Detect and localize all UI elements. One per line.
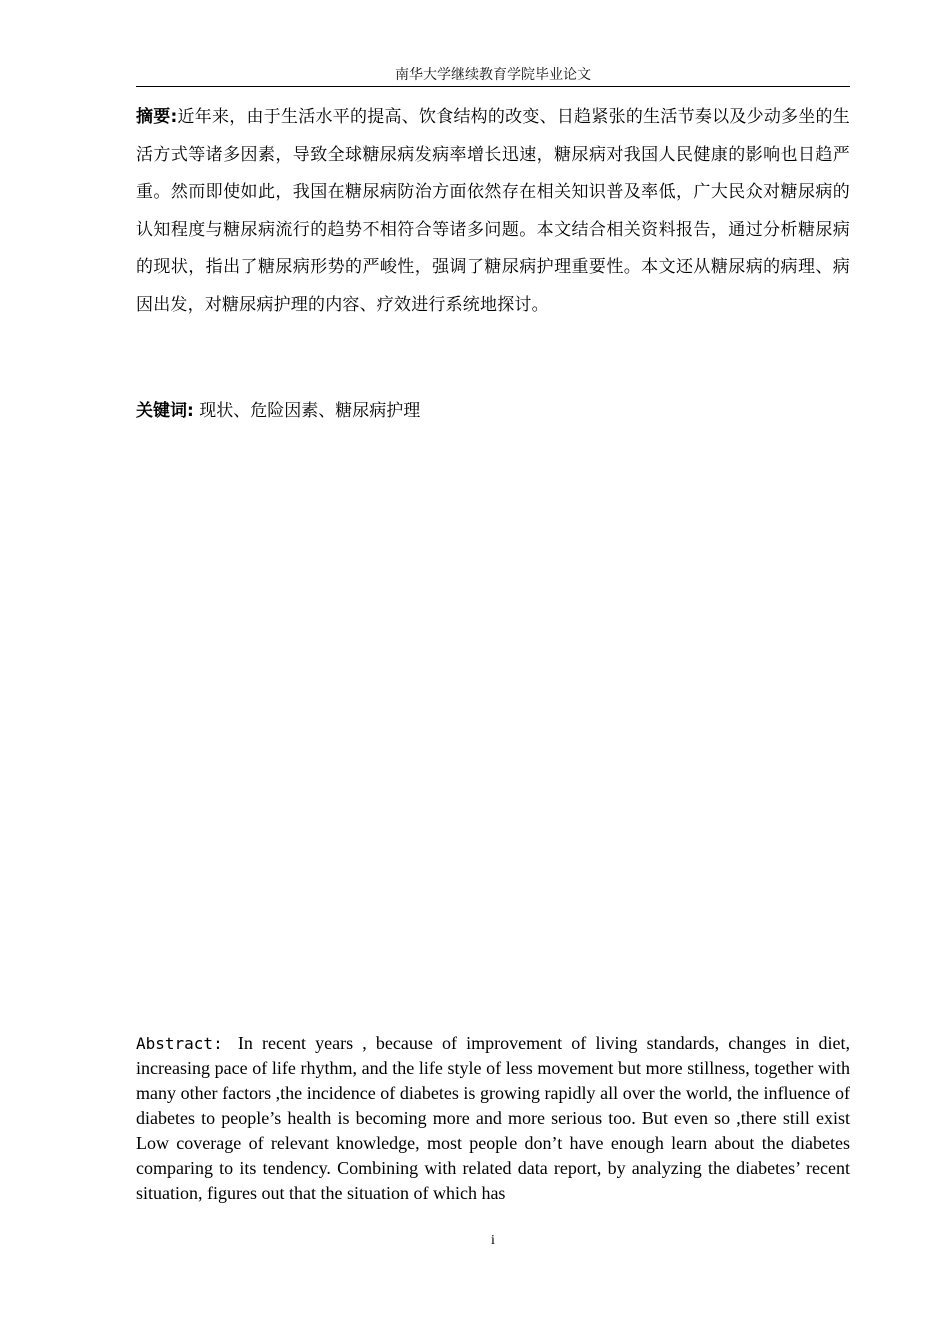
english-abstract bbox=[136, 1031, 850, 1206]
chinese-abstract-text: 近年来，由于生活水平的提高、饮食结构的改变、日趋紧张的生活节奏以及少动多坐的生活方式等诸多因素，导致全球糖尿病发病率增长迅速，糖尿病对我国人民健康的影响也日趋严重。然而即使如此，我国在糖尿病防治方面依然存在相关知识普及率低，广大民众对糖尿病的认知程度与糖尿病流行的趋势不相符合等诸多问题。本文结合相关资料报告，通过分析糖尿病的现状，指出了糖尿病形势的严峻性，强调了糖尿病护理重要性。本文还从糖尿病的病理、病因出发，对糖尿病护理的内容、疗效进行系统地探讨。 bbox=[136, 107, 850, 315]
chinese-abstract bbox=[136, 99, 850, 324]
english-abstract-label: Abstract: bbox=[136, 1034, 223, 1053]
keywords-text: 现状、危险因素、糖尿病护理 bbox=[193, 401, 421, 421]
page-number: i bbox=[491, 1233, 495, 1248]
header-rule bbox=[136, 86, 850, 87]
chinese-abstract-label: 摘要: bbox=[136, 107, 178, 127]
keywords-label: 关键词: bbox=[136, 401, 194, 421]
keywords bbox=[136, 393, 850, 430]
running-header: 南华大学继续教育学院毕业论文 bbox=[395, 67, 591, 83]
english-abstract-text: In recent years , because of improvement of living standards, changes in diet, increasing pace of life rhythm, and the life style of less movement but more stillness, together with many other factors ,the incidence of diabetes is growing rapidly all over the world, the influence of diabetes to people’s health is becoming more and more serious too. But even so ,there still exist Low coverage of relevant knowledge, most people don’t have enough learn about the diabetes comparing to its tendency. Combining with related data report, by analyzing the diabetes’ recent situation, figures out that the situation of which has bbox=[136, 1033, 851, 1203]
